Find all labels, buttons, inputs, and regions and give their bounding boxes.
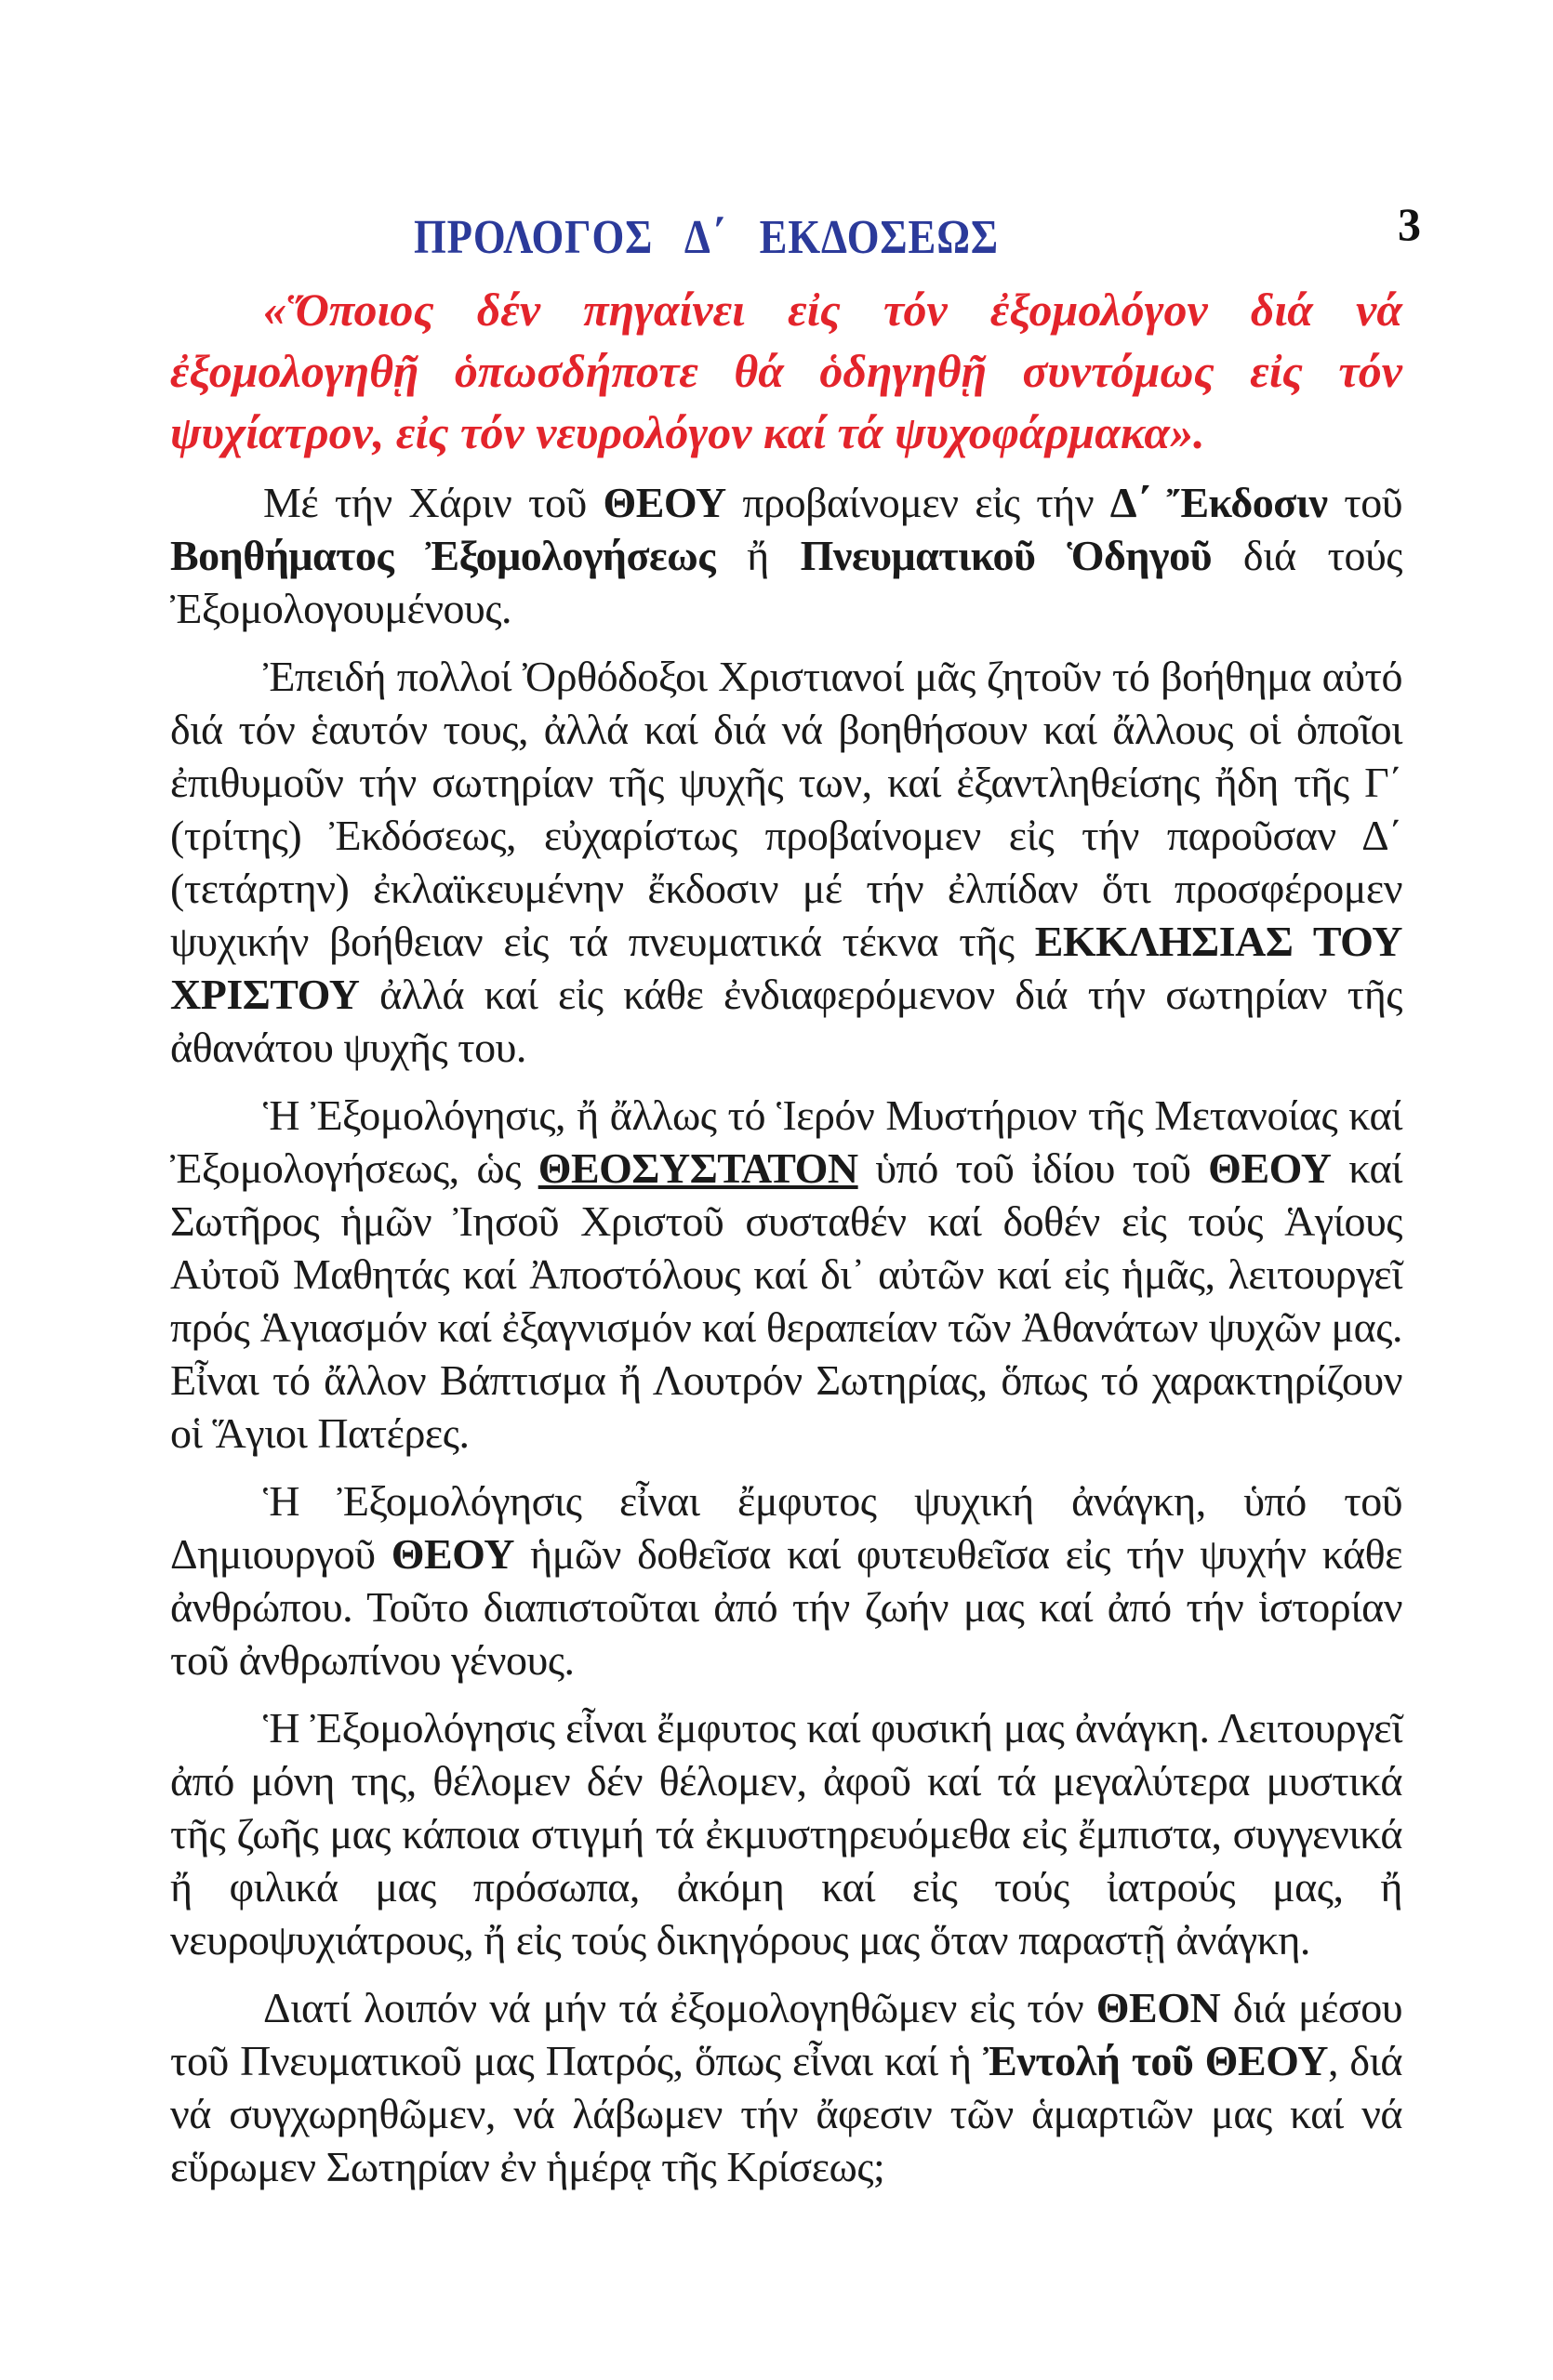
paragraph — [170, 1981, 1402, 2193]
text-run: Ἐπειδή πολλοί Ὀρθόδοξοι Χριστιανοί μᾶς ζητοῦν τό βοήθημα αὐτό διά τόν ἑαυτόν τους, ἀλλά καί διά νά βοηθήσουν καί ἄλλους οἱ ὁποῖοι ἐπιθυμοῦν τήν σωτηρίαν τῆς ψυχῆς των, καί ἐξαντληθείσης ἤδη τῆς Γ΄ (τρίτης) Ἐκδόσεως, εὐχαρίστως προβαίνομεν εἰς τήν παροῦσαν Δ΄ (τετάρτην) ἐκλαϊκευμένην ἔκδοσιν μέ τήν ἐλπίδαν ὅτι προσφέρομεν ψυχικήν βοήθειαν εἰς τά πνευματικά τέκνα τῆς — [170, 653, 1402, 965]
bold-emphasis: Βοηθήματος Ἐξομολογήσεως — [170, 532, 716, 579]
paragraph — [170, 476, 1402, 635]
text-run: προβαίνομεν εἰς τήν — [725, 479, 1110, 526]
text-run: ὑπό τοῦ ἰδίου τοῦ — [857, 1144, 1209, 1192]
bold-emphasis: ΘΕΟΥ — [603, 479, 726, 526]
bold-emphasis: ΕΚΚΛΗΣΙΑΣ ΤΟΥ ΧΡΙΣΤΟΥ — [170, 918, 1402, 1018]
text-run: ἡμῶν δοθεῖσα καί φυτευθεῖσα εἰς τήν ψυχήν κάθε ἀνθρώπου. Τοῦτο διαπιστοῦται ἀπό τήν ζωήν μας καί ἀπό τήν ἱστορίαν τοῦ ἀνθρωπίνου γένους. — [170, 1530, 1403, 1684]
underlined-emphasis: ΘΕΟΣΥΣΤΑΤΟΝ — [538, 1144, 858, 1192]
bold-emphasis: Ἐντολή τοῦ ΘΕΟΥ — [983, 2037, 1328, 2084]
paragraph — [170, 1089, 1402, 1460]
bold-emphasis: Δ΄ Ἔκδοσιν — [1109, 479, 1328, 526]
bold-emphasis: Πνευματικοῦ Ὁδηγοῦ — [800, 532, 1212, 579]
text-run: ἀλλά καί εἰς κάθε ἐνδιαφερόμενον διά τήν σωτηρίαν τῆς ἀθανάτου ψυχῆς του. — [170, 971, 1402, 1071]
bold-emphasis: ΘΕΟΝ — [1095, 1984, 1221, 2031]
text-run: τοῦ — [1327, 479, 1402, 526]
page-number: 3 — [1398, 198, 1421, 250]
bold-emphasis: ΘΕΟΥ — [391, 1530, 514, 1578]
text-run: καί Σωτῆρος ἡμῶν Ἰησοῦ Χριστοῦ συσταθέν καί δοθέν εἰς τούς Ἁγίους Αὐτοῦ Μαθητάς καί Ἀποστόλους καί δι᾽ αὐτῶν καί εἰς ἡμᾶς, λειτουργεῖ πρός Ἁγιασμόν καί ἐξαγνισμόν καί θεραπείαν τῶν Ἀθανάτων ψυχῶν μας. Εἶναι τό ἄλλον Βάπτισμα ἤ Λουτρόν Σωτηρίας, ὅπως τό χαρακτηρίζουν οἱ Ἅγιοι Πατέρες. — [170, 1144, 1402, 1457]
text-run: Μέ τήν Χάριν τοῦ — [263, 479, 604, 526]
text-run: Ἡ Ἐξομολόγησις εἶναι ἔμφυτος ψυχική ἀνάγκη, ὑπό τοῦ Δημιουργοῦ — [170, 1477, 1402, 1578]
page-header — [170, 198, 1421, 279]
document-page — [170, 198, 1421, 2208]
paragraph — [170, 1474, 1402, 1686]
paragraph — [170, 1701, 1402, 1966]
text-run: , διά νά συγχωρηθῶμεν, νά λάβωμεν τήν ἄφεσιν τῶν ἁμαρτιῶν μας καί νά εὕρωμεν Σωτηρίαν ἐν ἡμέρᾳ τῆς Κρίσεως; — [170, 2037, 1403, 2190]
text-run: Ἡ Ἐξομολόγησις, ἤ ἄλλως τό Ἱερόν Μυστήριον τῆς Μετανοίας καί Ἐξομολογήσεως, ὡς — [170, 1091, 1402, 1192]
body-text — [170, 476, 1402, 2193]
text-run: διά τούς Ἐξομολογουμένους. — [170, 532, 1402, 632]
paragraph — [170, 650, 1402, 1074]
epigraph-quote: «Ὅποιος δέν πηγαίνει εἰς τόν ἐξομολόγον διά νά ἐξομολογηθῇ ὁπωσδήποτε θά ὁδηγηθῇ συντόμως εἰς τόν ψυχίατρον, εἰς τόν νευρολόγον καί τά ψυχοφάρμακα». — [170, 284, 1402, 458]
text-run: διά μέσου τοῦ Πνευματικοῦ μας Πατρός, ὅπως εἶναι καί ἡ — [170, 1984, 1402, 2084]
text-run: Διατί λοιπόν νά μήν τά ἐξομολογηθῶμεν εἰς τόν — [263, 1984, 1096, 2031]
text-run: ἤ — [715, 532, 801, 579]
page-title: ΠΡΟΛΟΓΟΣ Δ΄ ΕΚΔΟΣΕΩΣ — [414, 211, 999, 264]
text-run: Ἡ Ἐξομολόγησις εἶναι ἔμφυτος καί φυσική μας ἀνάγκη. Λειτουργεῖ ἀπό μόνη της, θέλομεν δέν θέλομεν, ἀφοῦ καί τά μεγαλύτερα μυστικά τῆς ζωῆς μας κάποια στιγμή τά ἐκμυστηρευόμεθα εἰς ἔμπιστα, συγγενικά ἤ φιλικά μας πρόσωπα, ἀκόμη καί εἰς τούς ἰατρούς μας, ἤ νευροψυχιάτρους, ἤ εἰς τούς δικηγόρους μας ὅταν παραστῇ ἀνάγκη. — [170, 1704, 1402, 1964]
bold-emphasis: ΘΕΟΥ — [1208, 1144, 1332, 1192]
